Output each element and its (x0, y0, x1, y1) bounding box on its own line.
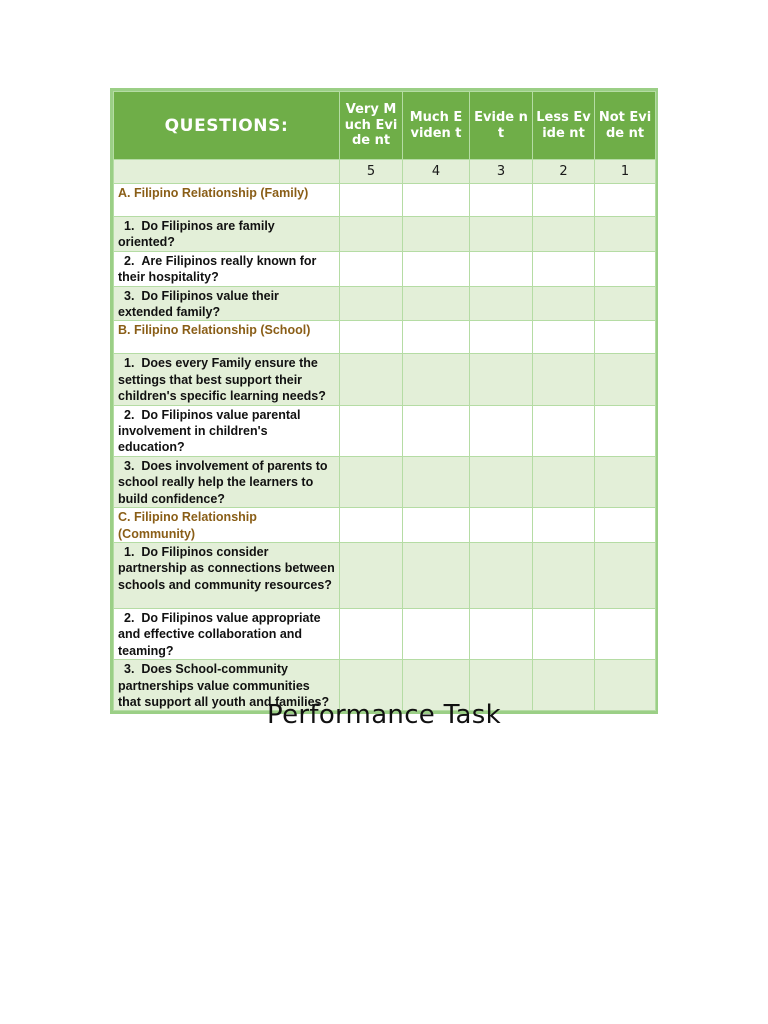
rating-cell-2[interactable] (533, 184, 595, 217)
question-number: 1. (124, 544, 135, 559)
rating-cell-5[interactable] (340, 508, 403, 543)
question-cell (114, 542, 340, 608)
rating-cell-5[interactable] (340, 354, 403, 405)
rating-cell-4[interactable] (403, 405, 470, 456)
rating-cell-3[interactable] (470, 321, 533, 354)
rating-cell-1[interactable] (595, 354, 656, 405)
question-number: 1. (124, 219, 135, 233)
question-row (114, 542, 656, 608)
rating-cell-5[interactable] (340, 608, 403, 659)
section-row (114, 321, 656, 354)
question-number: 2. (124, 407, 135, 422)
question-number: 3. (124, 288, 135, 303)
survey-table (113, 91, 656, 711)
question-text: Do Filipinos are family oriented? (118, 219, 275, 250)
rating-cell-2[interactable] (533, 508, 595, 543)
rating-cell-1[interactable] (595, 251, 656, 286)
document-caption: Performance Task (267, 700, 501, 730)
rating-cell-3[interactable] (470, 542, 533, 608)
rating-cell-2[interactable] (533, 286, 595, 321)
rating-cell-2[interactable] (533, 321, 595, 354)
question-cell (114, 354, 340, 405)
rating-cell-5[interactable] (340, 286, 403, 321)
questions-header: QUESTIONS: (114, 92, 340, 160)
rating-scale-table (110, 88, 658, 714)
rating-header-very-much-evident: Very Much Evide nt (340, 92, 403, 160)
question-cell (114, 251, 340, 286)
section-row (114, 508, 656, 543)
rating-cell-4[interactable] (403, 354, 470, 405)
section-row (114, 184, 656, 217)
question-text: Are Filipinos really known for their hospitality? (118, 253, 317, 285)
rating-cell-1[interactable] (595, 405, 656, 456)
rating-cell-1[interactable] (595, 608, 656, 659)
rating-cell-3[interactable] (470, 217, 533, 252)
rating-cell-1[interactable] (595, 508, 656, 543)
rating-cell-5[interactable] (340, 217, 403, 252)
question-row (114, 217, 656, 252)
rating-cell-1[interactable] (595, 217, 656, 252)
rating-cell-5[interactable] (340, 184, 403, 217)
rating-cell-2[interactable] (533, 405, 595, 456)
rating-cell-1[interactable] (595, 542, 656, 608)
question-cell (114, 286, 340, 321)
rating-cell-5[interactable] (340, 456, 403, 507)
rating-cell-3[interactable] (470, 608, 533, 659)
scale-row-blank (114, 160, 340, 184)
rating-header-evident: Evide nt (470, 92, 533, 160)
section-heading (114, 184, 340, 217)
question-text: Do Filipinos value parental involvement in children's education? (118, 407, 301, 455)
rating-header-less-evident: Less Evide nt (533, 92, 595, 160)
scale-value-2: 2 (533, 160, 595, 184)
question-row (114, 608, 656, 659)
question-row (114, 251, 656, 286)
rating-cell-5[interactable] (340, 251, 403, 286)
question-text: Do Filipinos value their extended family? (118, 288, 279, 320)
table-header-row (114, 92, 656, 160)
question-text: Do Filipinos value appropriate and effective collaboration and teaming? (118, 610, 321, 658)
question-number: 2. (124, 253, 135, 268)
rating-cell-4[interactable] (403, 286, 470, 321)
question-text: Does School-community partnerships value communities that support all youth and families? (118, 662, 330, 709)
rating-cell-4[interactable] (403, 608, 470, 659)
question-number: 3. (124, 458, 135, 473)
question-number: 3. (124, 662, 135, 677)
question-cell (114, 405, 340, 456)
rating-header-not-evident: Not Evide nt (595, 92, 656, 160)
rating-cell-2[interactable] (533, 456, 595, 507)
question-cell (114, 608, 340, 659)
rating-cell-4[interactable] (403, 542, 470, 608)
rating-cell-3[interactable] (470, 286, 533, 321)
rating-cell-1[interactable] (595, 184, 656, 217)
question-text: Does every Family ensure the settings that best support their children's specific learning needs? (118, 356, 326, 404)
scale-row (114, 160, 656, 184)
rating-cell-3[interactable] (470, 184, 533, 217)
question-text: Does involvement of parents to school really help the learners to build confidence? (118, 458, 328, 506)
question-cell (114, 217, 340, 252)
rating-cell-3[interactable] (470, 508, 533, 543)
rating-cell-1[interactable] (595, 456, 656, 507)
rating-cell-3[interactable] (470, 354, 533, 405)
rating-cell-2[interactable] (533, 217, 595, 252)
question-text: Do Filipinos consider partnership as connections between schools and community resources? (118, 544, 335, 592)
section-heading (114, 508, 340, 543)
rating-cell-1[interactable] (595, 321, 656, 354)
rating-cell-4[interactable] (403, 251, 470, 286)
rating-cell-5[interactable] (340, 405, 403, 456)
rating-header-much-evident: Much Eviden t (403, 92, 470, 160)
section-text: C. Filipino Relationship (Community) (118, 510, 257, 541)
question-row (114, 286, 656, 321)
question-row (114, 456, 656, 507)
rating-cell-4[interactable] (403, 321, 470, 354)
question-row (114, 354, 656, 405)
rating-cell-4[interactable] (403, 184, 470, 217)
scale-value-1: 1 (595, 160, 656, 184)
rating-cell-5[interactable] (340, 542, 403, 608)
rating-cell-3[interactable] (470, 405, 533, 456)
question-number: 1. (124, 356, 135, 371)
scale-value-5: 5 (340, 160, 403, 184)
scale-value-3: 3 (470, 160, 533, 184)
rating-cell-1[interactable] (595, 286, 656, 321)
section-heading (114, 321, 340, 354)
rating-cell-2[interactable] (533, 542, 595, 608)
rating-cell-5[interactable] (340, 321, 403, 354)
rating-cell-4[interactable] (403, 508, 470, 543)
rating-cell-2[interactable] (533, 354, 595, 405)
rating-cell-4[interactable] (403, 456, 470, 507)
rating-cell-4[interactable] (403, 217, 470, 252)
scale-value-4: 4 (403, 160, 470, 184)
rating-cell-3[interactable] (470, 456, 533, 507)
rating-cell-2[interactable] (533, 251, 595, 286)
question-row (114, 405, 656, 456)
section-text: A. Filipino Relationship (Family) (118, 186, 309, 200)
question-number: 2. (124, 610, 135, 625)
rating-cell-3[interactable] (470, 251, 533, 286)
rating-cell-2[interactable] (533, 608, 595, 659)
section-text: B. Filipino Relationship (School) (118, 323, 311, 338)
question-cell (114, 456, 340, 507)
